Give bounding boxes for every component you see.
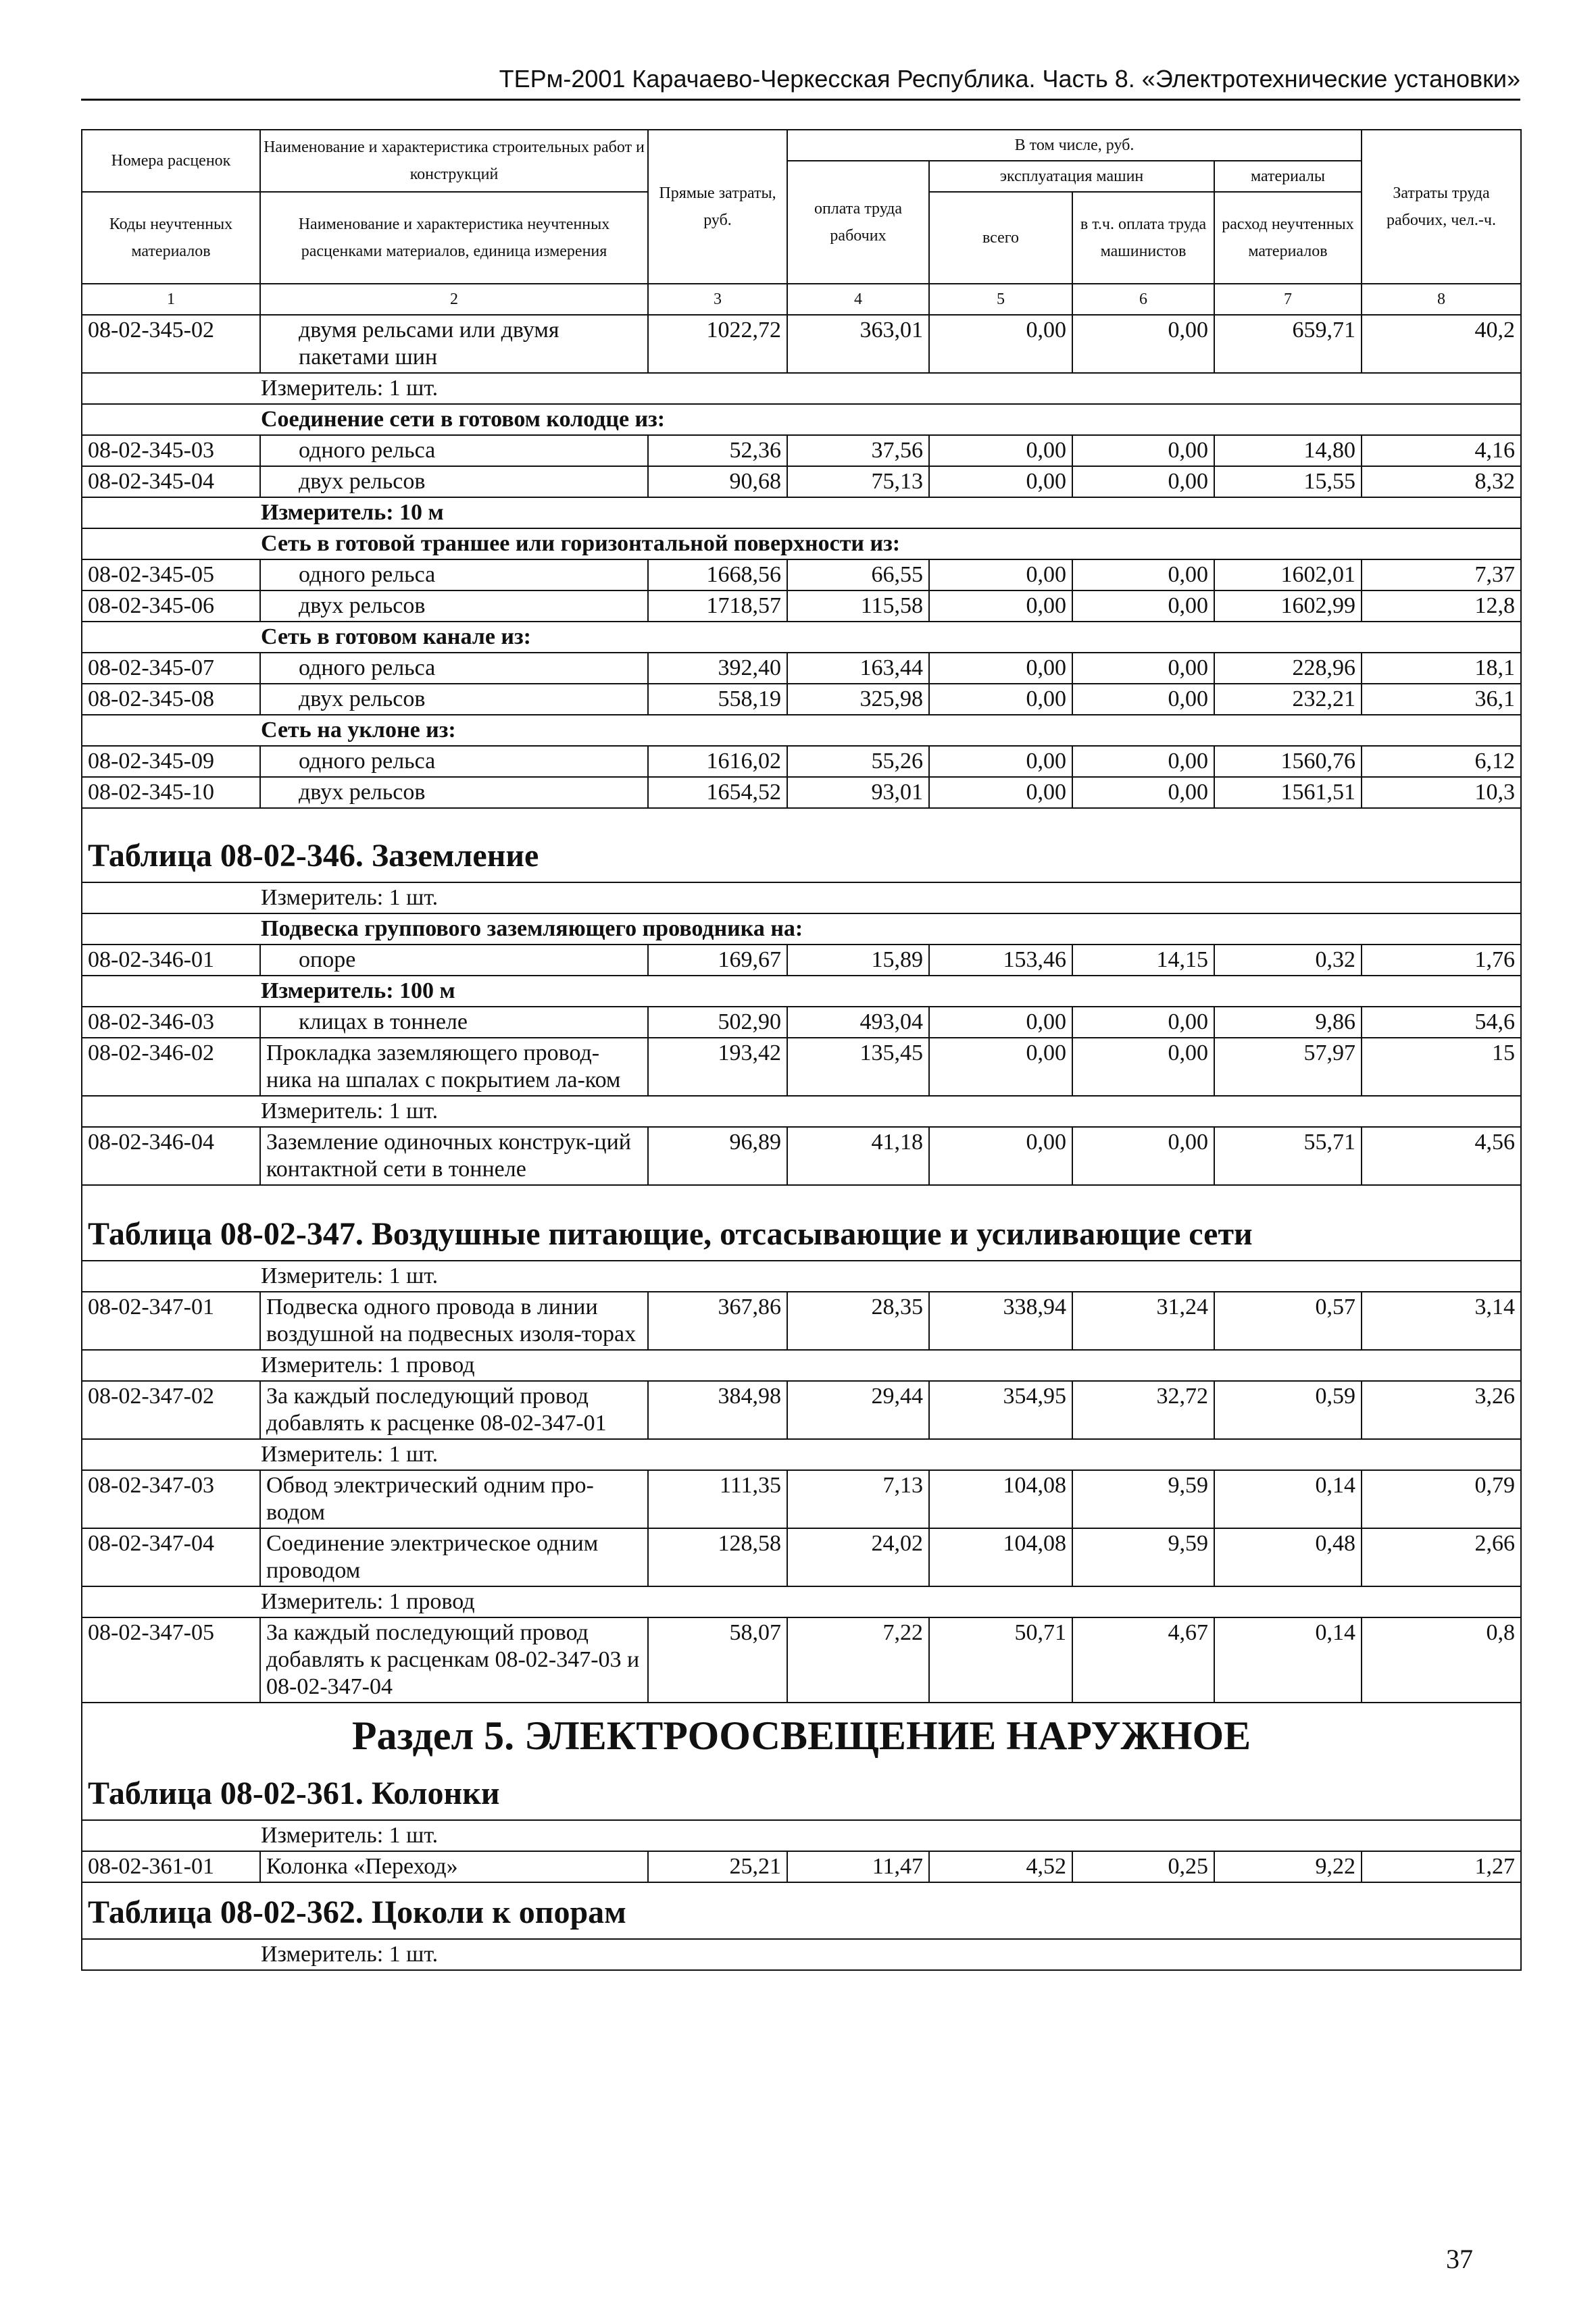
table-row [82, 945, 1521, 976]
subheading: Сеть в готовой траншее или горизонтальной поверхности из: [82, 528, 1521, 559]
col-num: 3 [648, 284, 787, 315]
rate-code: 08-02-347-01 [82, 1292, 260, 1350]
materials: 659,71 [1214, 315, 1362, 373]
rate-name: Соединение электрическое одним проводом [260, 1528, 648, 1586]
materials: 9,86 [1214, 1007, 1362, 1038]
labor-costs: 1,76 [1362, 945, 1521, 976]
table-row [82, 1470, 1521, 1528]
machine-labor: 0,00 [1072, 1007, 1214, 1038]
table-row [82, 559, 1521, 590]
direct-costs: 558,19 [648, 684, 787, 715]
table-row [82, 1851, 1521, 1882]
table-title-347: Таблица 08-02-347. Воздушные питающие, отсасывающие и усиливающие сети [82, 1185, 1521, 1261]
rate-name: опоре [260, 945, 648, 976]
machine-labor: 0,00 [1072, 684, 1214, 715]
table-title-row [82, 1764, 1521, 1820]
machine-total: 0,00 [929, 590, 1072, 622]
col-codes: Коды неучтенных материалов [82, 192, 260, 284]
machine-labor: 32,72 [1072, 1381, 1214, 1439]
table-title-362: Таблица 08-02-362. Цоколи к опорам [82, 1882, 1521, 1939]
labor-pay: 37,56 [787, 435, 929, 466]
machine-total: 338,94 [929, 1292, 1072, 1350]
direct-costs: 1616,02 [648, 746, 787, 777]
machine-total: 0,00 [929, 653, 1072, 684]
materials: 15,55 [1214, 466, 1362, 497]
measure-label: Измеритель: 1 провод [82, 1350, 1521, 1381]
table-row [82, 1381, 1521, 1439]
measure-row [82, 497, 1521, 528]
rates-table [81, 129, 1522, 1971]
labor-pay: 163,44 [787, 653, 929, 684]
measure-row [82, 1939, 1521, 1970]
labor-pay: 66,55 [787, 559, 929, 590]
measure-row [82, 373, 1521, 404]
machine-total: 0,00 [929, 315, 1072, 373]
labor-pay: 93,01 [787, 777, 929, 808]
rate-name: одного рельса [260, 746, 648, 777]
labor-costs: 3,26 [1362, 1381, 1521, 1439]
measure-row [82, 976, 1521, 1007]
machine-labor: 9,59 [1072, 1528, 1214, 1586]
rate-code: 08-02-347-03 [82, 1470, 260, 1528]
subheading: Подвеска группового заземляющего проводника на: [82, 913, 1521, 945]
subheading-row [82, 913, 1521, 945]
table-header [82, 130, 1521, 315]
labor-costs: 36,1 [1362, 684, 1521, 715]
labor-pay: 325,98 [787, 684, 929, 715]
materials: 0,14 [1214, 1470, 1362, 1528]
labor-costs: 1,27 [1362, 1851, 1521, 1882]
rate-code: 08-02-346-01 [82, 945, 260, 976]
labor-pay: 41,18 [787, 1127, 929, 1185]
labor-costs: 0,79 [1362, 1470, 1521, 1528]
table-row [82, 746, 1521, 777]
labor-pay: 28,35 [787, 1292, 929, 1350]
subheading-row [82, 528, 1521, 559]
rate-code: 08-02-346-02 [82, 1038, 260, 1096]
table-row [82, 466, 1521, 497]
subheading: Соединение сети в готовом колодце из: [82, 404, 1521, 435]
col-labor-pay: оплата труда рабочих [787, 161, 929, 284]
rate-name: Обвод электрический одним про-водом [260, 1470, 648, 1528]
measure-label: Измеритель: 1 шт. [82, 1261, 1521, 1292]
rate-name: одного рельса [260, 559, 648, 590]
labor-pay: 11,47 [787, 1851, 929, 1882]
machine-total: 354,95 [929, 1381, 1072, 1439]
table-row [82, 653, 1521, 684]
rate-name: одного рельса [260, 653, 648, 684]
rate-code: 08-02-345-06 [82, 590, 260, 622]
table-row [82, 1617, 1521, 1703]
table-title-361: Таблица 08-02-361. Колонки [82, 1764, 1521, 1820]
rate-code: 08-02-347-02 [82, 1381, 260, 1439]
materials: 9,22 [1214, 1851, 1362, 1882]
measure-row [82, 882, 1521, 913]
col-direct-costs: Прямые затраты, руб. [648, 130, 787, 284]
direct-costs: 384,98 [648, 1381, 787, 1439]
table-body [82, 315, 1521, 1970]
rate-code: 08-02-347-04 [82, 1528, 260, 1586]
section-title: Раздел 5. ЭЛЕКТРООСВЕЩЕНИЕ НАРУЖНОЕ [82, 1703, 1521, 1764]
machine-total: 0,00 [929, 1038, 1072, 1096]
table-row [82, 1007, 1521, 1038]
direct-costs: 58,07 [648, 1617, 787, 1703]
machine-labor: 0,00 [1072, 653, 1214, 684]
materials: 14,80 [1214, 435, 1362, 466]
section-title-row [82, 1703, 1521, 1764]
labor-pay: 55,26 [787, 746, 929, 777]
rate-name: За каждый последующий провод добавлять к расценкам 08-02-347-03 и 08-02-347-04 [260, 1617, 648, 1703]
table-row [82, 777, 1521, 808]
labor-costs: 4,16 [1362, 435, 1521, 466]
materials: 0,32 [1214, 945, 1362, 976]
materials: 0,57 [1214, 1292, 1362, 1350]
rate-code: 08-02-347-05 [82, 1617, 260, 1703]
machine-total: 104,08 [929, 1528, 1072, 1586]
machine-total: 0,00 [929, 746, 1072, 777]
materials: 1602,01 [1214, 559, 1362, 590]
machine-labor: 0,25 [1072, 1851, 1214, 1882]
machine-labor: 0,00 [1072, 315, 1214, 373]
col-num: 5 [929, 284, 1072, 315]
table-title-row [82, 1882, 1521, 1939]
direct-costs: 52,36 [648, 435, 787, 466]
measure-label: Измеритель: 1 шт. [82, 1939, 1521, 1970]
labor-costs: 40,2 [1362, 315, 1521, 373]
labor-pay: 29,44 [787, 1381, 929, 1439]
subheading: Сеть в готовом канале из: [82, 622, 1521, 653]
labor-costs: 15 [1362, 1038, 1521, 1096]
direct-costs: 90,68 [648, 466, 787, 497]
subheading-row [82, 715, 1521, 746]
machine-total: 4,52 [929, 1851, 1072, 1882]
table-row [82, 315, 1521, 373]
measure-label: Измеритель: 1 шт. [82, 882, 1521, 913]
subheading: Сеть на уклоне из: [82, 715, 1521, 746]
measure-label: Измеритель: 10 м [82, 497, 1521, 528]
rate-code: 08-02-345-08 [82, 684, 260, 715]
materials: 57,97 [1214, 1038, 1362, 1096]
direct-costs: 128,58 [648, 1528, 787, 1586]
direct-costs: 1654,52 [648, 777, 787, 808]
measure-row [82, 1586, 1521, 1617]
machine-labor: 0,00 [1072, 746, 1214, 777]
materials: 1560,76 [1214, 746, 1362, 777]
labor-pay: 7,13 [787, 1470, 929, 1528]
col-name2: Наименование и характеристика неучтенных расценками материалов, единица измерения [260, 192, 648, 284]
rate-code: 08-02-345-04 [82, 466, 260, 497]
rate-name: За каждый последующий провод добавлять к расценке 08-02-347-01 [260, 1381, 648, 1439]
measure-row [82, 1820, 1521, 1851]
subheading-row [82, 404, 1521, 435]
direct-costs: 1668,56 [648, 559, 787, 590]
rate-code: 08-02-345-03 [82, 435, 260, 466]
direct-costs: 169,67 [648, 945, 787, 976]
measure-row [82, 1261, 1521, 1292]
machine-total: 0,00 [929, 1007, 1072, 1038]
labor-pay: 493,04 [787, 1007, 929, 1038]
rate-name: двух рельсов [260, 466, 648, 497]
rate-name: двумя рельсами или двумя пакетами шин [260, 315, 648, 373]
rate-code: 08-02-346-04 [82, 1127, 260, 1185]
rate-name: двух рельсов [260, 590, 648, 622]
labor-pay: 115,58 [787, 590, 929, 622]
materials: 0,48 [1214, 1528, 1362, 1586]
labor-costs: 6,12 [1362, 746, 1521, 777]
measure-label: Измеритель: 1 провод [82, 1586, 1521, 1617]
col-materials: материалы [1214, 161, 1362, 192]
machine-total: 0,00 [929, 777, 1072, 808]
machine-labor: 0,00 [1072, 777, 1214, 808]
col-name: Наименование и характеристика строительных работ и конструкций [260, 130, 648, 192]
labor-costs: 18,1 [1362, 653, 1521, 684]
rate-code: 08-02-345-09 [82, 746, 260, 777]
labor-pay: 363,01 [787, 315, 929, 373]
table-row [82, 1038, 1521, 1096]
direct-costs: 502,90 [648, 1007, 787, 1038]
machine-labor: 0,00 [1072, 1038, 1214, 1096]
col-numbers: Номера расценок [82, 130, 260, 192]
materials: 232,21 [1214, 684, 1362, 715]
rate-name: клицах в тоннеле [260, 1007, 648, 1038]
labor-costs: 2,66 [1362, 1528, 1521, 1586]
measure-row [82, 1439, 1521, 1470]
rate-code: 08-02-345-05 [82, 559, 260, 590]
col-num: 7 [1214, 284, 1362, 315]
materials: 0,14 [1214, 1617, 1362, 1703]
machine-total: 104,08 [929, 1470, 1072, 1528]
col-num: 6 [1072, 284, 1214, 315]
page-number: 37 [1446, 2244, 1473, 2274]
table-title-row [82, 1185, 1521, 1261]
rate-name: Заземление одиночных конструк-ций контактной сети в тоннеле [260, 1127, 648, 1185]
measure-row [82, 1096, 1521, 1127]
col-machine-labor: в т.ч. оплата труда машинистов [1072, 192, 1214, 284]
table-row [82, 435, 1521, 466]
direct-costs: 367,86 [648, 1292, 787, 1350]
rate-name: Колонка «Переход» [260, 1851, 648, 1882]
machine-labor: 14,15 [1072, 945, 1214, 976]
direct-costs: 1022,72 [648, 315, 787, 373]
col-labor-costs: Затраты труда рабочих, чел.-ч. [1362, 130, 1521, 284]
table-title-row [82, 808, 1521, 882]
labor-pay: 15,89 [787, 945, 929, 976]
table-title-346: Таблица 08-02-346. Заземление [82, 808, 1521, 882]
machine-labor: 0,00 [1072, 435, 1214, 466]
machine-total: 0,00 [929, 684, 1072, 715]
table-row [82, 1127, 1521, 1185]
measure-label: Измеритель: 1 шт. [82, 1820, 1521, 1851]
machine-labor: 4,67 [1072, 1617, 1214, 1703]
measure-row [82, 1350, 1521, 1381]
rate-name: одного рельса [260, 435, 648, 466]
rate-code: 08-02-345-07 [82, 653, 260, 684]
rate-code: 08-02-345-10 [82, 777, 260, 808]
machine-labor: 0,00 [1072, 1127, 1214, 1185]
running-header: ТЕРм-2001 Карачаево-Черкесская Республика. Часть 8. «Электротехнические установки» [81, 65, 1520, 101]
machine-labor: 9,59 [1072, 1470, 1214, 1528]
measure-label: Измеритель: 100 м [82, 976, 1521, 1007]
materials: 1561,51 [1214, 777, 1362, 808]
labor-costs: 0,8 [1362, 1617, 1521, 1703]
measure-label: Измеритель: 1 шт. [82, 373, 1521, 404]
machine-total: 0,00 [929, 466, 1072, 497]
col-incl: В том числе, руб. [787, 130, 1362, 161]
rate-name: Прокладка заземляющего провод-ника на шпалах с покрытием ла-ком [260, 1038, 648, 1096]
direct-costs: 392,40 [648, 653, 787, 684]
labor-pay: 7,22 [787, 1617, 929, 1703]
direct-costs: 1718,57 [648, 590, 787, 622]
subheading-row [82, 622, 1521, 653]
rate-code: 08-02-346-03 [82, 1007, 260, 1038]
machine-labor: 0,00 [1072, 559, 1214, 590]
direct-costs: 193,42 [648, 1038, 787, 1096]
machine-total: 0,00 [929, 435, 1072, 466]
machine-total: 153,46 [929, 945, 1072, 976]
materials: 1602,99 [1214, 590, 1362, 622]
labor-costs: 8,32 [1362, 466, 1521, 497]
table-row [82, 1292, 1521, 1350]
rate-code: 08-02-345-02 [82, 315, 260, 373]
col-num: 2 [260, 284, 648, 315]
table-row [82, 590, 1521, 622]
col-machine-total: всего [929, 192, 1072, 284]
labor-costs: 12,8 [1362, 590, 1521, 622]
table-row [82, 684, 1521, 715]
rate-name: Подвеска одного провода в линии воздушной на подвесных изоля-торах [260, 1292, 648, 1350]
col-num: 1 [82, 284, 260, 315]
machine-total: 0,00 [929, 559, 1072, 590]
rate-name: двух рельсов [260, 684, 648, 715]
materials: 0,59 [1214, 1381, 1362, 1439]
labor-pay: 75,13 [787, 466, 929, 497]
materials: 228,96 [1214, 653, 1362, 684]
table-row [82, 1528, 1521, 1586]
measure-label: Измеритель: 1 шт. [82, 1096, 1521, 1127]
rate-name: двух рельсов [260, 777, 648, 808]
machine-total: 0,00 [929, 1127, 1072, 1185]
col-num: 4 [787, 284, 929, 315]
col-machine-ops: эксплуатация машин [929, 161, 1214, 192]
measure-label: Измеритель: 1 шт. [82, 1439, 1521, 1470]
machine-labor: 0,00 [1072, 590, 1214, 622]
labor-costs: 10,3 [1362, 777, 1521, 808]
machine-labor: 31,24 [1072, 1292, 1214, 1350]
machine-total: 50,71 [929, 1617, 1072, 1703]
labor-pay: 24,02 [787, 1528, 929, 1586]
col-num: 8 [1362, 284, 1521, 315]
col-materials-unaccounted: расход неучтенных материалов [1214, 192, 1362, 284]
labor-costs: 7,37 [1362, 559, 1521, 590]
labor-costs: 54,6 [1362, 1007, 1521, 1038]
direct-costs: 96,89 [648, 1127, 787, 1185]
direct-costs: 25,21 [648, 1851, 787, 1882]
machine-labor: 0,00 [1072, 466, 1214, 497]
direct-costs: 111,35 [648, 1470, 787, 1528]
labor-costs: 3,14 [1362, 1292, 1521, 1350]
labor-pay: 135,45 [787, 1038, 929, 1096]
rate-code: 08-02-361-01 [82, 1851, 260, 1882]
materials: 55,71 [1214, 1127, 1362, 1185]
labor-costs: 4,56 [1362, 1127, 1521, 1185]
column-numbers-row [82, 284, 1521, 315]
